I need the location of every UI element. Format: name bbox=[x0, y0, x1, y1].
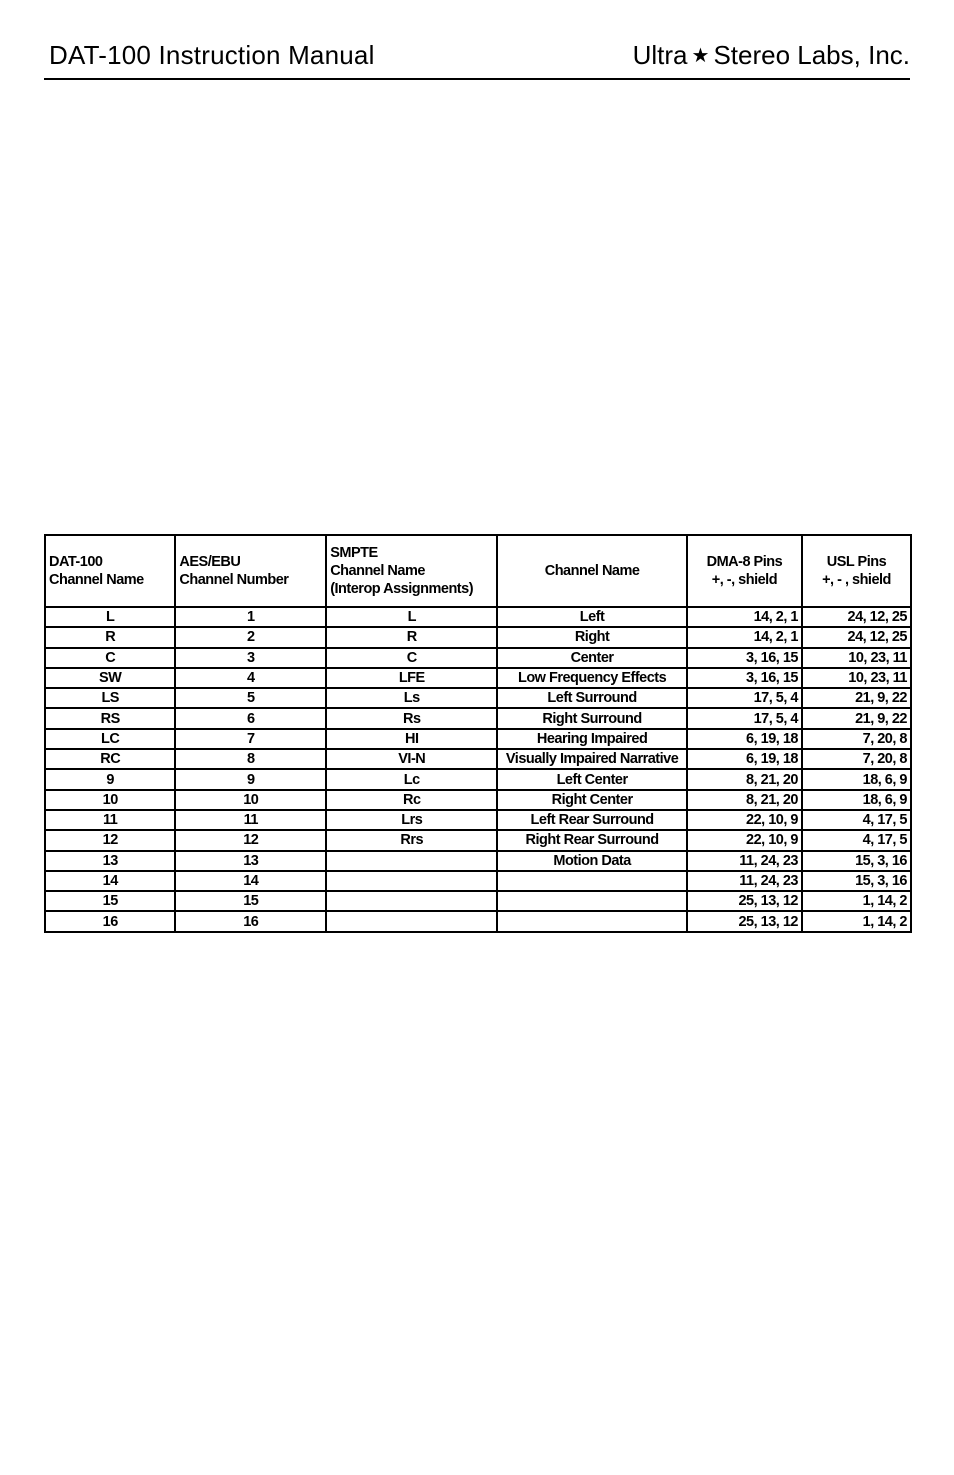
cell-dat-channel-name: SW bbox=[45, 668, 175, 688]
cell-channel-name: Right Rear Surround bbox=[497, 830, 687, 850]
cell-usl-pins: 24, 12, 25 bbox=[802, 607, 911, 627]
cell-smpte-channel-name: Lc bbox=[326, 769, 497, 789]
table-row bbox=[45, 790, 911, 810]
cell-dma-pins: 14, 2, 1 bbox=[687, 627, 802, 647]
table-row bbox=[45, 830, 911, 850]
company-name-part-2: Stereo Labs, Inc. bbox=[713, 40, 910, 70]
cell-smpte-channel-name: Rs bbox=[326, 708, 497, 728]
table-row bbox=[45, 851, 911, 871]
cell-dma-pins: 6, 19, 18 bbox=[687, 749, 802, 769]
cell-smpte-channel-name: Ls bbox=[326, 688, 497, 708]
cell-smpte-channel-name: VI-N bbox=[326, 749, 497, 769]
cell-dat-channel-name: RS bbox=[45, 708, 175, 728]
cell-channel-name: Hearing Impaired bbox=[497, 729, 687, 749]
cell-usl-pins: 18, 6, 9 bbox=[802, 790, 911, 810]
cell-channel-name bbox=[497, 911, 687, 931]
cell-aes-channel-number: 7 bbox=[175, 729, 326, 749]
table-row bbox=[45, 749, 911, 769]
header-smpte-channel-name: SMPTE Channel Name (Interop Assignments) bbox=[326, 535, 497, 607]
cell-dma-pins: 3, 16, 15 bbox=[687, 668, 802, 688]
cell-aes-channel-number: 11 bbox=[175, 810, 326, 830]
cell-dma-pins: 8, 21, 20 bbox=[687, 790, 802, 810]
cell-usl-pins: 18, 6, 9 bbox=[802, 769, 911, 789]
cell-channel-name: Visually Impaired Narrative bbox=[497, 749, 687, 769]
cell-channel-name: Right Surround bbox=[497, 708, 687, 728]
table-row bbox=[45, 729, 911, 749]
table-row bbox=[45, 891, 911, 911]
table-row bbox=[45, 911, 911, 931]
cell-dma-pins: 25, 13, 12 bbox=[687, 911, 802, 931]
table-row bbox=[45, 627, 911, 647]
cell-channel-name: Center bbox=[497, 648, 687, 668]
cell-smpte-channel-name: C bbox=[326, 648, 497, 668]
header-channel-name: Channel Name bbox=[497, 535, 687, 607]
cell-dat-channel-name: LC bbox=[45, 729, 175, 749]
cell-dma-pins: 6, 19, 18 bbox=[687, 729, 802, 749]
table-header-row bbox=[45, 535, 911, 607]
cell-channel-name: Low Frequency Effects bbox=[497, 668, 687, 688]
cell-usl-pins: 24, 12, 25 bbox=[802, 627, 911, 647]
cell-dat-channel-name: 10 bbox=[45, 790, 175, 810]
cell-channel-name: Right Center bbox=[497, 790, 687, 810]
table-row bbox=[45, 871, 911, 891]
cell-aes-channel-number: 15 bbox=[175, 891, 326, 911]
cell-dat-channel-name: 11 bbox=[45, 810, 175, 830]
cell-usl-pins: 7, 20, 8 bbox=[802, 749, 911, 769]
cell-usl-pins: 10, 23, 11 bbox=[802, 648, 911, 668]
cell-dma-pins: 17, 5, 4 bbox=[687, 708, 802, 728]
cell-smpte-channel-name bbox=[326, 911, 497, 931]
cell-dat-channel-name: C bbox=[45, 648, 175, 668]
cell-smpte-channel-name: Rrs bbox=[326, 830, 497, 850]
cell-smpte-channel-name: HI bbox=[326, 729, 497, 749]
cell-channel-name bbox=[497, 891, 687, 911]
cell-usl-pins: 21, 9, 22 bbox=[802, 688, 911, 708]
cell-aes-channel-number: 8 bbox=[175, 749, 326, 769]
table-row bbox=[45, 810, 911, 830]
cell-smpte-channel-name bbox=[326, 891, 497, 911]
cell-smpte-channel-name: R bbox=[326, 627, 497, 647]
header-dat-channel-name: DAT-100 Channel Name bbox=[45, 535, 175, 607]
cell-usl-pins: 1, 14, 2 bbox=[802, 911, 911, 931]
cell-smpte-channel-name: L bbox=[326, 607, 497, 627]
cell-usl-pins: 10, 23, 11 bbox=[802, 668, 911, 688]
company-name-part-1: Ultra bbox=[632, 40, 688, 70]
cell-dma-pins: 8, 21, 20 bbox=[687, 769, 802, 789]
cell-usl-pins: 15, 3, 16 bbox=[802, 851, 911, 871]
cell-channel-name bbox=[497, 871, 687, 891]
cell-dat-channel-name: 9 bbox=[45, 769, 175, 789]
cell-dma-pins: 11, 24, 23 bbox=[687, 851, 802, 871]
cell-aes-channel-number: 4 bbox=[175, 668, 326, 688]
cell-channel-name: Left Center bbox=[497, 769, 687, 789]
cell-smpte-channel-name: LFE bbox=[326, 668, 497, 688]
cell-dat-channel-name: LS bbox=[45, 688, 175, 708]
cell-usl-pins: 21, 9, 22 bbox=[802, 708, 911, 728]
cell-channel-name: Left Surround bbox=[497, 688, 687, 708]
header-usl-pins: USL Pins +, - , shield bbox=[802, 535, 911, 607]
cell-usl-pins: 1, 14, 2 bbox=[802, 891, 911, 911]
cell-dma-pins: 14, 2, 1 bbox=[687, 607, 802, 627]
cell-usl-pins: 7, 20, 8 bbox=[802, 729, 911, 749]
cell-dma-pins: 22, 10, 9 bbox=[687, 830, 802, 850]
cell-dat-channel-name: RC bbox=[45, 749, 175, 769]
table-row bbox=[45, 708, 911, 728]
cell-dma-pins: 11, 24, 23 bbox=[687, 871, 802, 891]
cell-channel-name: Left bbox=[497, 607, 687, 627]
company-name bbox=[633, 40, 910, 71]
cell-smpte-channel-name: Lrs bbox=[326, 810, 497, 830]
cell-dat-channel-name: 14 bbox=[45, 871, 175, 891]
table-row bbox=[45, 668, 911, 688]
cell-aes-channel-number: 6 bbox=[175, 708, 326, 728]
cell-aes-channel-number: 5 bbox=[175, 688, 326, 708]
table-row bbox=[45, 648, 911, 668]
cell-channel-name: Motion Data bbox=[497, 851, 687, 871]
cell-aes-channel-number: 12 bbox=[175, 830, 326, 850]
cell-aes-channel-number: 2 bbox=[175, 627, 326, 647]
cell-smpte-channel-name: Rc bbox=[326, 790, 497, 810]
header-dma-pins: DMA-8 Pins +, -, shield bbox=[687, 535, 802, 607]
cell-dat-channel-name: 16 bbox=[45, 911, 175, 931]
table-body bbox=[45, 607, 911, 932]
cell-aes-channel-number: 14 bbox=[175, 871, 326, 891]
cell-aes-channel-number: 13 bbox=[175, 851, 326, 871]
table-row bbox=[45, 607, 911, 627]
cell-smpte-channel-name bbox=[326, 871, 497, 891]
table-row bbox=[45, 769, 911, 789]
cell-dma-pins: 17, 5, 4 bbox=[687, 688, 802, 708]
cell-dma-pins: 25, 13, 12 bbox=[687, 891, 802, 911]
cell-smpte-channel-name bbox=[326, 851, 497, 871]
page-header bbox=[44, 34, 910, 80]
cell-aes-channel-number: 10 bbox=[175, 790, 326, 810]
cell-dat-channel-name: 12 bbox=[45, 830, 175, 850]
manual-title: DAT-100 Instruction Manual bbox=[49, 40, 375, 70]
star-icon: ★ bbox=[691, 45, 710, 67]
cell-aes-channel-number: 9 bbox=[175, 769, 326, 789]
table-row bbox=[45, 688, 911, 708]
cell-usl-pins: 4, 17, 5 bbox=[802, 830, 911, 850]
cell-dat-channel-name: 13 bbox=[45, 851, 175, 871]
cell-aes-channel-number: 3 bbox=[175, 648, 326, 668]
cell-channel-name: Left Rear Surround bbox=[497, 810, 687, 830]
cell-dma-pins: 22, 10, 9 bbox=[687, 810, 802, 830]
cell-dat-channel-name: 15 bbox=[45, 891, 175, 911]
cell-dat-channel-name: R bbox=[45, 627, 175, 647]
header-aes-channel-number: AES/EBU Channel Number bbox=[175, 535, 326, 607]
cell-channel-name: Right bbox=[497, 627, 687, 647]
cell-usl-pins: 4, 17, 5 bbox=[802, 810, 911, 830]
channel-assignment-table bbox=[44, 534, 912, 933]
cell-aes-channel-number: 1 bbox=[175, 607, 326, 627]
cell-aes-channel-number: 16 bbox=[175, 911, 326, 931]
cell-usl-pins: 15, 3, 16 bbox=[802, 871, 911, 891]
cell-dma-pins: 3, 16, 15 bbox=[687, 648, 802, 668]
cell-dat-channel-name: L bbox=[45, 607, 175, 627]
